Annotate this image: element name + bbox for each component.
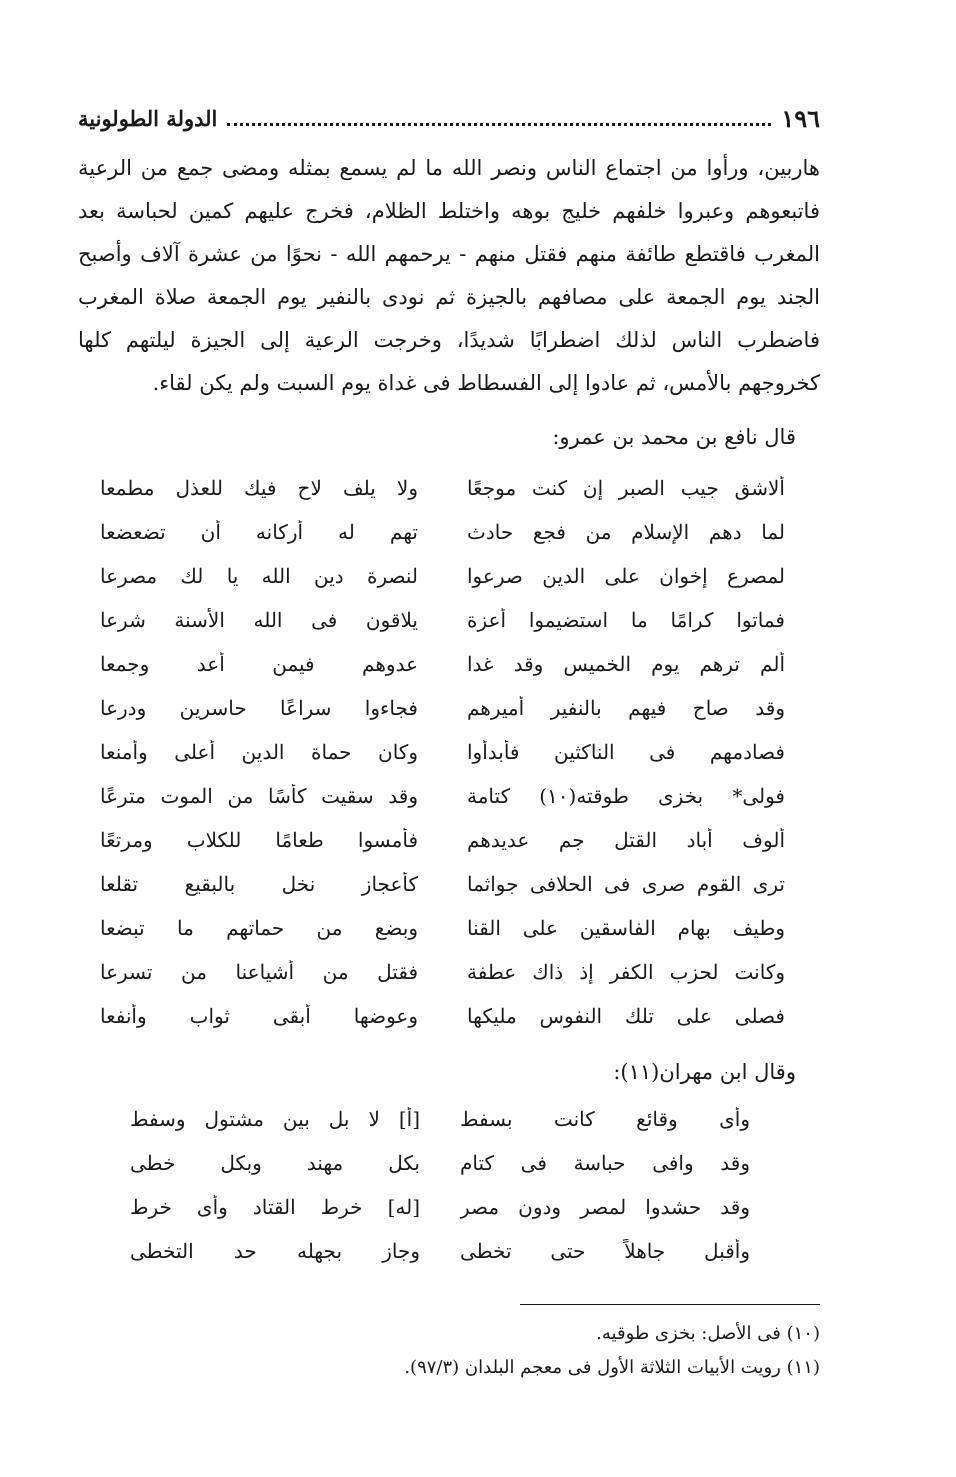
poem-verse	[100, 554, 785, 598]
verse-first-hemistich: وقد حشدوا لمصر ودون مصر	[460, 1195, 750, 1219]
poem-verse	[100, 730, 785, 774]
verse-second-hemistich: بكل مهند وبكل خطى	[130, 1151, 420, 1175]
poem-verse	[100, 950, 785, 994]
poem-verse	[100, 466, 785, 510]
verse-first-hemistich: ألوف أباد القتل جم عديدهم	[467, 828, 785, 852]
verse-second-hemistich: [له] خرط القتاد وأى خرط	[130, 1195, 420, 1219]
verse-second-hemistich: يلاقون فى الله الأسنة شرعا	[100, 608, 418, 632]
verse-second-hemistich: وجاز بجهله حد التخطى	[130, 1239, 420, 1263]
verse-second-hemistich: وقد سقيت كأسًا من الموت مترعًا	[100, 784, 418, 808]
paragraph-line: هاربين، ورأوا من اجتماع الناس ونصر الله ما لم يسمع بمثله ومضى جمع من الرعية	[78, 156, 820, 180]
poem-verse	[100, 510, 785, 554]
verse-first-hemistich: ترى القوم صرى فى الحلافى جواثما	[467, 872, 785, 896]
verse-second-hemistich: كأعجاز نخل بالبقيع تقلعا	[100, 872, 418, 896]
verse-first-hemistich: ألاشق جيب الصبر إن كنت موجعًا	[467, 476, 785, 500]
poem-verse	[100, 818, 785, 862]
paragraph-line: الجند يوم الجمعة على مصافهم بالجيزة ثم نودى بالنفير يوم الجمعة صلاة المغرب	[78, 285, 820, 309]
poem-verse	[100, 994, 785, 1038]
paragraph-line: فاضطرب الناس لذلك اضطرابًا شديدًا، وخرجت الرعية إلى الجيزة ليلتهم كلها	[78, 328, 820, 352]
paragraph-line: المغرب فاقتطع طائفة منهم فقتل منهم - يرحمهم الله - نحوًا من عشرة آلاف وأصبح	[78, 242, 820, 266]
verse-second-hemistich: [أ] لا بل بين مشتول وسفط	[130, 1107, 420, 1131]
poem-intro: وقال ابن مهران(١١):	[613, 1060, 796, 1084]
footnote-divider	[520, 1304, 820, 1305]
verse-first-hemistich: وكانت لحزب الكفر إذ ذاك عطفة	[467, 960, 785, 984]
poem-verse	[100, 862, 785, 906]
page-number: ١٩٦	[781, 103, 820, 133]
verse-first-hemistich: ألم ترهم يوم الخميس وقد غدا	[467, 652, 785, 676]
verse-second-hemistich: فجاءوا سراعًا حاسرين ودرعا	[100, 696, 418, 720]
verse-first-hemistich: وقد وافى حباسة فى كتام	[460, 1151, 750, 1175]
paragraph-line: فاتبعوهم وعبروا خلفهم خليج بوهه واختلط الظلام، فخرج عليهم كمين لحباسة بعد	[78, 199, 820, 223]
verse-first-hemistich: فصلى على تلك النفوس مليكها	[467, 1004, 785, 1028]
poem-verse	[130, 1229, 750, 1273]
footnote: (١١) رويت الأبيات الثلاثة الأول فى معجم البلدان (٩٧/٣).	[404, 1357, 820, 1378]
verse-second-hemistich: وبضع من حماتهم ما تبضعا	[100, 916, 418, 940]
verse-first-hemistich: لما دهم الإسلام من فجع حادث	[467, 520, 785, 544]
poem-verse	[130, 1185, 750, 1229]
verse-second-hemistich: عدوهم فيمن أعد وجمعا	[100, 652, 418, 676]
verse-first-hemistich: فماتوا كرامًا ما استضيموا أعزة	[467, 608, 785, 632]
poem-verse	[100, 598, 785, 642]
verse-second-hemistich: وكان حماة الدين أعلى وأمنعا	[100, 740, 418, 764]
poem-intro: قال نافع بن محمد بن عمرو:	[552, 425, 796, 449]
poem-verse	[130, 1141, 750, 1185]
paragraph-line: كخروجهم بالأمس، ثم عادوا إلى الفسطاط فى غداة يوم السبت ولم يكن لقاء.	[152, 371, 820, 395]
dotted-leader	[227, 123, 771, 126]
verse-first-hemistich: فصادمهم فى الناكثين فأبدأوا	[467, 740, 785, 764]
verse-first-hemistich: لمصرع إخوان على الدين صرعوا	[467, 564, 785, 588]
poem-verse	[100, 686, 785, 730]
poem-verse	[130, 1097, 750, 1141]
verse-second-hemistich: ولا يلف لاح فيك للعذل مطمعا	[100, 476, 418, 500]
verse-first-hemistich: وقد صاح فيهم بالنفير أميرهم	[467, 696, 785, 720]
footnote: (١٠) فى الأصل: بخزى طوقيه.	[596, 1323, 820, 1344]
running-title: الدولة الطولونية	[78, 105, 218, 131]
verse-first-hemistich: وطيف بهام الفاسقين على القنا	[467, 916, 785, 940]
poem-verse	[100, 906, 785, 950]
verse-second-hemistich: لنصرة دين الله يا لك مصرعا	[100, 564, 418, 588]
poem-verse	[100, 774, 785, 818]
verse-first-hemistich: وأقبل جاهلاً حتى تخطى	[460, 1239, 750, 1263]
verse-second-hemistich: فأمسوا طعامًا للكلاب ومرتعًا	[100, 828, 418, 852]
verse-second-hemistich: وعوضها أبقى ثواب وأنفعا	[100, 1004, 418, 1028]
verse-first-hemistich: فولى* بخزى طوقته(١٠) كتامة	[467, 784, 785, 808]
verse-first-hemistich: وأى وقائع كانت بسفط	[460, 1107, 750, 1131]
verse-second-hemistich: تهم له أركانه أن تضعضعا	[100, 520, 418, 544]
verse-second-hemistich: فقتل من أشياعنا من تسرعا	[100, 960, 418, 984]
poem-verse	[100, 642, 785, 686]
running-header	[78, 98, 820, 138]
